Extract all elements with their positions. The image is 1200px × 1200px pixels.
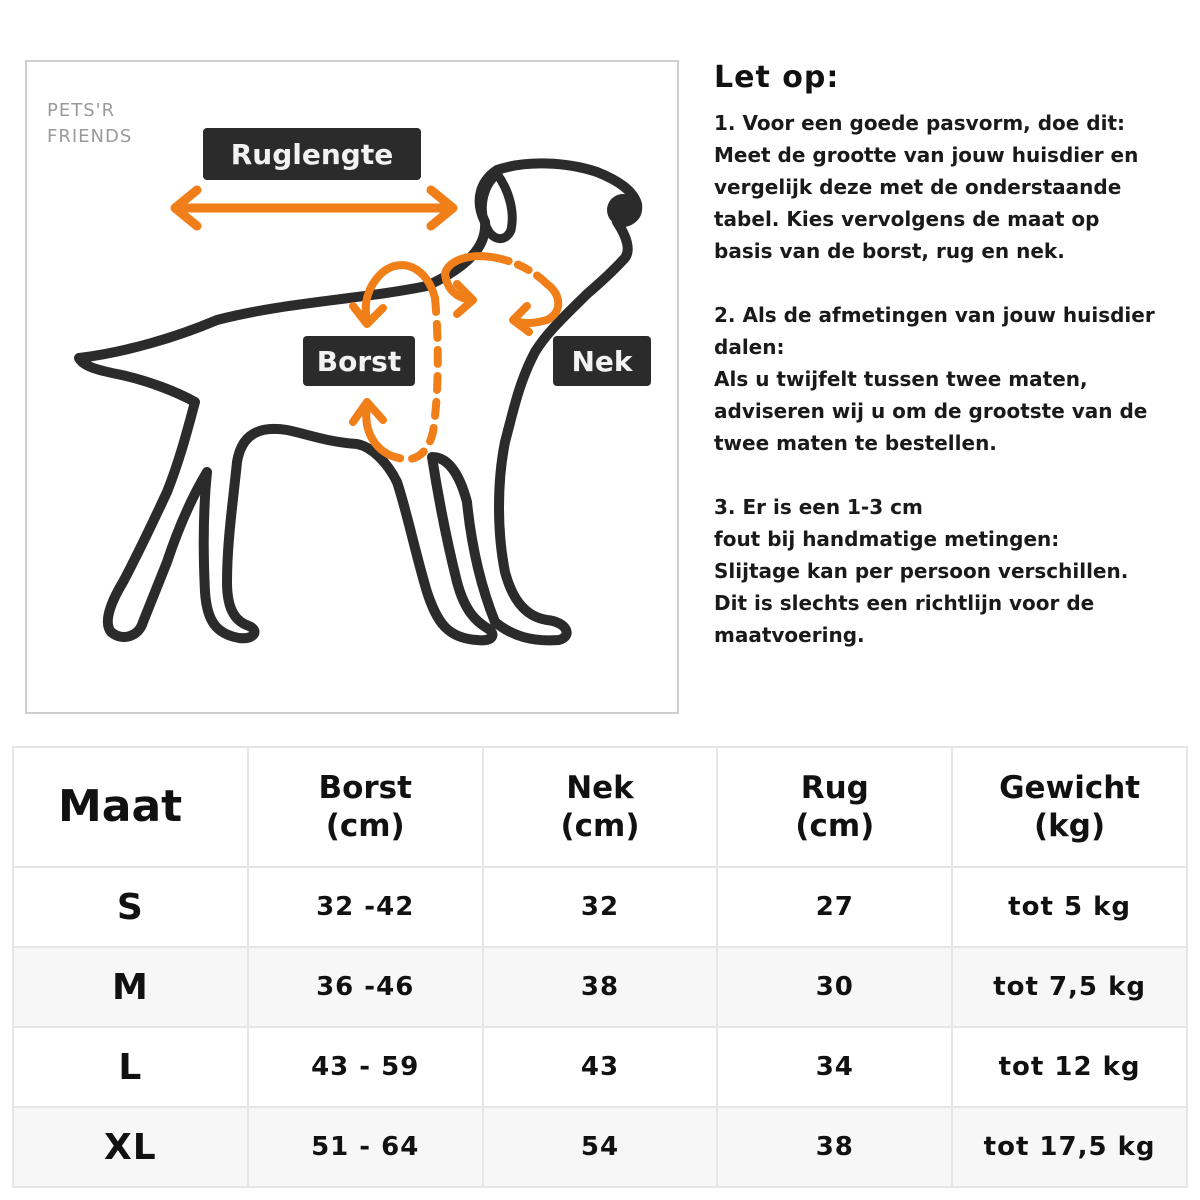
dog-outline-icon	[79, 163, 637, 640]
chest-value: 36 -46	[248, 947, 483, 1027]
brand-line1: PETS'R	[47, 100, 116, 121]
header-size: Maat	[13, 747, 248, 867]
size-value: S	[13, 867, 248, 947]
sizing-notes	[714, 60, 1184, 683]
note-line: Dit is slechts een richtlijn voor de	[714, 591, 1095, 615]
weight-value: tot 12 kg	[952, 1027, 1187, 1107]
note-line: basis van de borst, rug en nek.	[714, 239, 1065, 263]
header-back: Rug (cm)	[717, 747, 952, 867]
table-row	[13, 867, 1187, 947]
chest-value: 32 -42	[248, 867, 483, 947]
table-row	[13, 1107, 1187, 1187]
label-chest: Borst	[303, 336, 415, 386]
chest-value: 51 - 64	[248, 1107, 483, 1187]
notes-title: Let op:	[714, 60, 840, 95]
dog-measurement-diagram	[25, 60, 679, 714]
note-line: 2. Als de afmetingen van jouw huisdier	[714, 303, 1155, 327]
note-line: 1. Voor een goede pasvorm, doe dit:	[714, 111, 1126, 135]
note-line: tabel. Kies vervolgens de maat op	[714, 207, 1100, 231]
back-value: 30	[717, 947, 952, 1027]
table-row	[13, 947, 1187, 1027]
brand-logo	[47, 98, 132, 150]
neck-value: 38	[483, 947, 718, 1027]
chest-value: 43 - 59	[248, 1027, 483, 1107]
table-header-row	[13, 747, 1187, 867]
note-line: vergelijk deze met de onderstaande	[714, 175, 1122, 199]
back-length-arrow-icon	[175, 190, 453, 226]
neck-value: 43	[483, 1027, 718, 1107]
dog-nose-icon	[607, 194, 639, 226]
note-line: Meet de grootte van jouw huisdier en	[714, 143, 1139, 167]
dog-ear-icon	[482, 174, 512, 239]
header-neck: Nek (cm)	[483, 747, 718, 867]
header-chest: Borst (cm)	[248, 747, 483, 867]
note-line: twee maten te bestellen.	[714, 431, 997, 455]
note-point-2	[714, 299, 1184, 459]
neck-value: 54	[483, 1107, 718, 1187]
note-line: Als u twijfelt tussen twee maten,	[714, 367, 1088, 391]
label-back-length: Ruglengte	[203, 128, 421, 180]
back-value: 34	[717, 1027, 952, 1107]
size-chart-table	[12, 746, 1188, 1188]
table-row	[13, 1027, 1187, 1107]
weight-value: tot 7,5 kg	[952, 947, 1187, 1027]
size-value: L	[13, 1027, 248, 1107]
note-line: 3. Er is een 1-3 cm	[714, 495, 923, 519]
weight-value: tot 17,5 kg	[952, 1107, 1187, 1187]
size-value: XL	[13, 1107, 248, 1187]
back-value: 38	[717, 1107, 952, 1187]
note-point-1	[714, 107, 1184, 267]
label-neck: Nek	[553, 336, 651, 386]
note-line: maatvoering.	[714, 623, 865, 647]
brand-line2: FRIENDS	[47, 126, 133, 147]
note-point-3	[714, 491, 1184, 651]
weight-value: tot 5 kg	[952, 867, 1187, 947]
back-value: 27	[717, 867, 952, 947]
note-line: dalen:	[714, 335, 785, 359]
note-line: fout bij handmatige metingen:	[714, 527, 1060, 551]
neck-value: 32	[483, 867, 718, 947]
header-weight: Gewicht (kg)	[952, 747, 1187, 867]
note-line: Slijtage kan per persoon verschillen.	[714, 559, 1129, 583]
note-line: adviseren wij u om de grootste van de	[714, 399, 1148, 423]
size-value: M	[13, 947, 248, 1027]
